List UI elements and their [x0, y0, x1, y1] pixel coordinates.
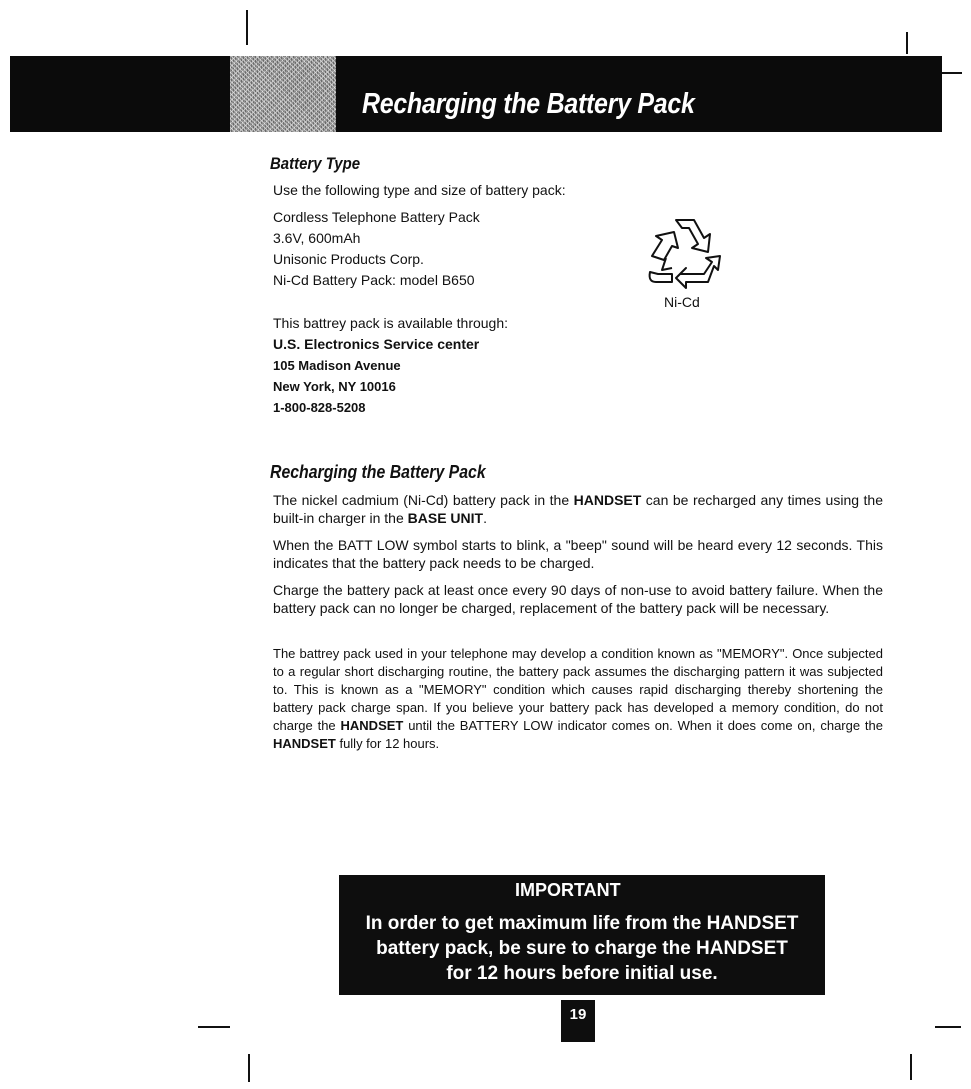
service-center-name: U.S. Electronics Service center: [273, 336, 480, 352]
crop-mark-top-right: [906, 32, 908, 54]
page-title: Recharging the Battery Pack: [362, 88, 695, 120]
recharging-paragraph-3: Charge the battery pack at least once every 90 days of non-use to avoid battery failure. When the battery pack can no longer be charged, replacement of the battery pack will be necessary.: [273, 582, 883, 616]
title-bar-texture: [230, 56, 336, 132]
service-center-phone: 1-800-828-5208: [273, 400, 366, 415]
important-body: [349, 911, 815, 986]
recharging-paragraph-2: When the BATT LOW symbol starts to blink, a "beep" sound will be heard every 12 seconds. This indicates that the battery pack needs to be charged.: [273, 537, 883, 571]
crop-mark-bottom-left-h: [198, 1026, 230, 1028]
important-line: In order to get maximum life from the HANDSET: [365, 913, 799, 934]
recycle-label: Ni-Cd: [664, 294, 700, 310]
spec-line: 3.6V, 600mAh: [273, 230, 361, 246]
recharging-paragraph-4: The battrey pack used in your telephone may develop a condition known as "MEMORY". Once subjected to a regular short discharging routine, the battery pack assumes the discharging pattern it was subjected to. This is known as a "MEMORY" condition which causes rapid discharging thereby shortening the battery pack charge span. If you believe your battery pack has developed a memory condition, do not charge the HANDSET until the BATTERY LOW indicator comes on. When it does come on, charge the HANDSET fully for 12 hours.: [273, 646, 884, 751]
crop-mark-bottom-left: [248, 1054, 250, 1082]
crop-mark-bottom-right-h: [935, 1026, 961, 1028]
service-center-street: 105 Madison Avenue: [273, 358, 401, 373]
important-line: for 12 hours before initial use.: [446, 963, 718, 984]
recharging-paragraph-1: The nickel cadmium (Ni-Cd) battery pack in the HANDSET can be recharged any times using the built-in charger in the BASE UNIT.: [273, 492, 883, 526]
recycle-icon: [642, 212, 722, 302]
service-center-city: New York, NY 10016: [273, 379, 396, 394]
availability-intro: This battrey pack is available through:: [273, 315, 509, 331]
important-title: IMPORTANT: [515, 880, 621, 900]
important-line: battery pack, be sure to charge the HANDSET: [376, 938, 788, 959]
page-number: 19: [561, 1000, 595, 1042]
important-notice: [339, 875, 825, 995]
spec-line: Ni-Cd Battery Pack: model B650: [273, 272, 475, 288]
spec-line: Unisonic Products Corp.: [273, 251, 424, 267]
recharging-heading: Recharging the Battery Pack: [270, 462, 486, 482]
spec-line: Cordless Telephone Battery Pack: [273, 209, 480, 225]
battery-type-intro: Use the following type and size of battery pack:: [273, 182, 566, 198]
crop-mark-right-h: [942, 72, 962, 74]
crop-mark-bottom-right: [910, 1054, 912, 1080]
battery-type-heading: Battery Type: [270, 154, 361, 173]
crop-mark-top-left: [246, 10, 248, 45]
